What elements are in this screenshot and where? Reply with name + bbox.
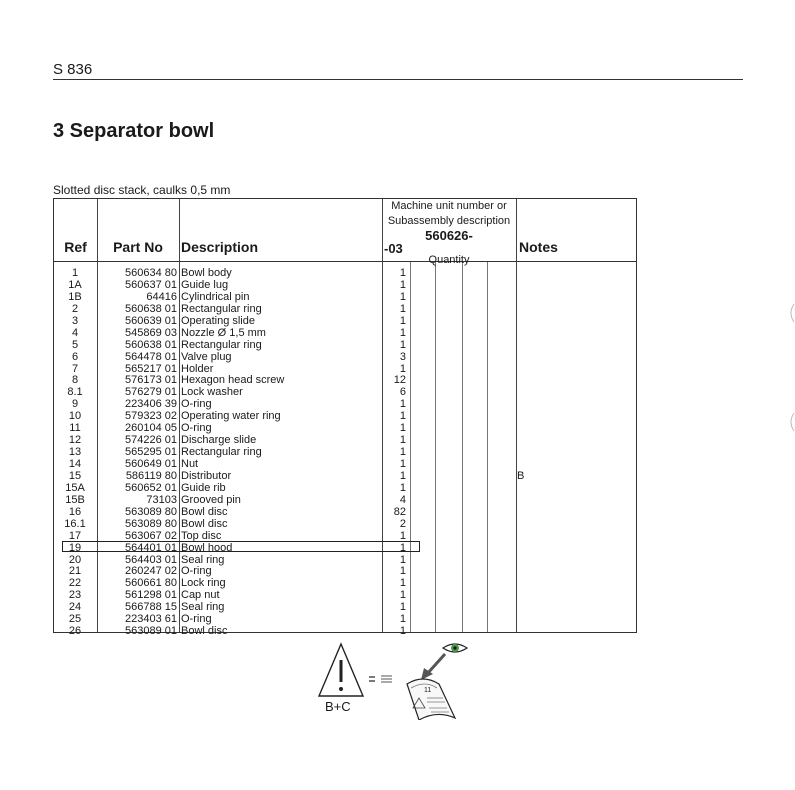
description-cell: Bowl body — [181, 267, 232, 279]
part-no-cell: 563089 80 — [125, 505, 177, 518]
ref-cell: 15B — [65, 493, 85, 506]
ref-cell: 1A — [68, 278, 82, 291]
ref-cell: 19 — [68, 541, 82, 554]
table-row — [54, 626, 636, 638]
description-cell: Operating slide — [181, 314, 255, 327]
quantity-cell: 1 — [399, 613, 406, 626]
quantity-cell: 4 — [399, 493, 406, 506]
part-no-cell: 560638 01 — [125, 302, 177, 315]
quantity-cell: 1 — [399, 410, 406, 423]
part-no-cell: 545869 03 — [125, 326, 177, 339]
part-no-cell: 564478 01 — [125, 350, 177, 363]
ref-cell: 23 — [68, 589, 82, 602]
part-no-cell: 565295 01 — [125, 446, 177, 459]
table-row — [54, 519, 636, 531]
description-cell: Top disc — [181, 529, 222, 542]
quantity-cell: 1 — [399, 589, 406, 602]
ref-cell: 8.1 — [67, 386, 83, 399]
part-no-cell: 560649 01 — [125, 458, 177, 470]
warning-triangle-icon — [319, 644, 363, 696]
quantity-cell: 1 — [399, 565, 406, 578]
description-cell: Bowl disc — [181, 625, 228, 638]
svg-text:11: 11 — [424, 687, 432, 694]
part-no-cell: 564401 01 — [125, 541, 177, 554]
quantity-cell: 1 — [399, 434, 406, 447]
document-id: S 836 — [53, 61, 93, 78]
description-cell: Guide rib — [181, 481, 226, 494]
machine-unit-suffix: -03 — [384, 241, 403, 256]
ref-cell: 26 — [68, 625, 82, 638]
ref-cell: 15 — [68, 469, 82, 482]
part-no-cell: 574226 01 — [125, 434, 177, 447]
description-cell: Rectangular ring — [181, 446, 262, 459]
quantity-cell: 1 — [399, 302, 406, 315]
table-row — [54, 316, 636, 328]
description-cell: Lock ring — [181, 577, 226, 590]
ref-cell: 25 — [68, 613, 82, 626]
equals-sign-icon — [369, 677, 375, 681]
part-no-cell: 576173 01 — [125, 374, 177, 387]
ref-cell: 14 — [68, 458, 82, 470]
part-no-cell: 64416 — [146, 290, 177, 303]
table-row — [54, 483, 636, 495]
part-no-cell: 560652 01 — [125, 481, 177, 494]
ref-cell: 10 — [68, 410, 82, 423]
part-no-cell: 223403 61 — [125, 613, 177, 626]
header-divider — [54, 261, 636, 262]
ref-cell: 21 — [68, 565, 82, 578]
ref-cell: 24 — [68, 601, 82, 614]
table-row — [54, 507, 636, 519]
description-cell: Bowl hood — [181, 541, 233, 554]
part-no-cell: 560637 01 — [125, 278, 177, 291]
description-cell: Bowl disc — [181, 517, 228, 530]
part-no-cell: 579323 02 — [125, 410, 177, 423]
ref-cell: 7 — [71, 362, 79, 375]
quantity-cell: 1 — [399, 338, 406, 351]
ref-cell: 13 — [68, 446, 82, 459]
machine-unit-number: 560626- — [425, 228, 473, 243]
table-caption: Slotted disc stack, caulks 0,5 mm — [53, 183, 231, 197]
ref-column-header: Ref — [64, 239, 87, 255]
ref-cell: 2 — [71, 302, 79, 315]
warning-label: B+C — [325, 699, 351, 714]
description-cell: Lock washer — [181, 386, 243, 399]
table-row — [54, 352, 636, 364]
part-no-cell: 566788 15 — [125, 601, 177, 614]
ref-cell: 20 — [68, 553, 82, 566]
part-no-cell: 565217 01 — [125, 362, 177, 375]
unit-header-line1: Machine unit number or — [391, 200, 507, 212]
eye-icon — [443, 644, 467, 652]
description-cell: O-ring — [181, 565, 212, 578]
ref-cell: 3 — [71, 314, 79, 327]
part-no-cell: 563089 80 — [125, 517, 177, 530]
quantity-cell: 1 — [399, 458, 406, 470]
part-no-cell: 564403 01 — [125, 553, 177, 566]
table-row — [54, 280, 636, 292]
table-row — [54, 328, 636, 340]
part-no-cell: 563089 01 — [125, 625, 177, 638]
ref-cell: 11 — [69, 422, 81, 435]
description-cell: Nozzle Ø 1,5 mm — [181, 326, 266, 339]
quantity-cell: 6 — [399, 386, 406, 399]
quantity-cell: 1 — [399, 469, 406, 482]
page-title: 3 Separator bowl — [53, 120, 215, 142]
description-cell: Distributor — [181, 469, 232, 482]
parts-table — [53, 198, 637, 638]
part-no-cell: 73103 — [146, 493, 177, 506]
part-no-cell: 560661 80 — [125, 577, 177, 590]
highlighted-row-frame — [62, 541, 420, 552]
table-row — [54, 340, 636, 352]
ref-cell: 8 — [71, 374, 79, 387]
notes-cell: B — [517, 469, 525, 482]
quantity-header: Quantity — [428, 254, 470, 266]
parts-list — [54, 268, 636, 638]
part-no-cell: 560638 01 — [125, 338, 177, 351]
description-cell: Hexagon head screw — [181, 374, 285, 387]
description-cell: Nut — [181, 458, 199, 470]
description-cell: Rectangular ring — [181, 302, 262, 315]
table-row — [54, 495, 636, 507]
quantity-cell: 1 — [399, 601, 406, 614]
description-cell: Rectangular ring — [181, 338, 262, 351]
arrow-icon — [421, 654, 445, 680]
description-cell: Valve plug — [181, 350, 232, 363]
table-row — [54, 304, 636, 316]
ref-cell: 16 — [68, 505, 82, 518]
part-no-cell: 563067 02 — [125, 529, 177, 542]
page-edge-mark — [788, 412, 795, 432]
quantity-cell: 1 — [399, 529, 406, 542]
description-cell: O-ring — [181, 613, 212, 626]
part-no-cell: 586119 80 — [125, 469, 177, 482]
quantity-cell: 1 — [399, 278, 406, 291]
description-cell: Discharge slide — [181, 434, 257, 447]
notes-column-header: Notes — [519, 239, 558, 255]
description-cell: Seal ring — [181, 553, 225, 566]
description-cell: Seal ring — [181, 601, 225, 614]
quantity-cell: 1 — [399, 446, 406, 459]
quantity-cell: 1 — [399, 398, 406, 411]
description-column-header: Description — [181, 239, 259, 255]
ref-cell: 9 — [71, 398, 79, 411]
ref-cell: 22 — [68, 577, 82, 590]
ref-cell: 4 — [71, 326, 79, 339]
ref-cell: 1B — [68, 290, 82, 303]
description-cell: O-ring — [181, 422, 212, 435]
part-no-column-header: Part No — [113, 239, 163, 255]
small-text-mark-icon — [381, 676, 392, 682]
ref-cell: 5 — [71, 338, 79, 351]
description-cell: Grooved pin — [181, 493, 241, 506]
description-cell: O-ring — [181, 398, 212, 411]
description-cell: Cylindrical pin — [181, 290, 250, 303]
description-cell: Cap nut — [181, 589, 220, 602]
quantity-cell: 1 — [399, 422, 406, 435]
quantity-cell: 82 — [393, 505, 406, 518]
part-no-cell: 223406 39 — [125, 398, 177, 411]
manual-book-icon — [407, 679, 455, 720]
quantity-cell: 1 — [399, 290, 406, 303]
part-no-cell: 561298 01 — [125, 589, 177, 602]
description-cell: Operating water ring — [181, 410, 281, 423]
ref-cell: 17 — [68, 529, 82, 542]
description-cell: Holder — [181, 362, 214, 375]
ref-cell: 6 — [71, 350, 79, 363]
quantity-cell: 1 — [399, 553, 406, 566]
description-cell: Bowl disc — [181, 505, 228, 518]
quantity-cell: 1 — [399, 577, 406, 590]
header-rule — [53, 79, 743, 80]
ref-cell: 12 — [68, 434, 82, 447]
page-edge-mark — [788, 303, 795, 323]
quantity-cell: 1 — [399, 362, 406, 375]
quantity-cell: 3 — [399, 350, 406, 363]
part-no-cell: 560639 01 — [125, 314, 177, 327]
ref-cell: 16.1 — [64, 517, 86, 530]
description-cell: Guide lug — [181, 278, 229, 291]
part-no-cell: 576279 01 — [125, 386, 177, 399]
ref-cell: 15A — [65, 481, 85, 494]
ref-cell: 1 — [71, 267, 79, 279]
quantity-cell: 2 — [399, 517, 406, 530]
quantity-cell: 1 — [399, 314, 406, 327]
part-no-cell: 260247 02 — [125, 565, 177, 578]
quantity-cell: 1 — [399, 541, 406, 554]
unit-header-line2: Subassembly description — [387, 215, 511, 227]
part-no-cell: 560634 80 — [125, 267, 177, 279]
part-no-cell: 260104 05 — [125, 422, 177, 435]
quantity-cell: 1 — [399, 625, 406, 638]
quantity-cell: 1 — [399, 481, 406, 494]
quantity-cell: 1 — [399, 267, 406, 279]
quantity-cell: 1 — [399, 326, 406, 339]
quantity-cell: 12 — [393, 374, 406, 387]
